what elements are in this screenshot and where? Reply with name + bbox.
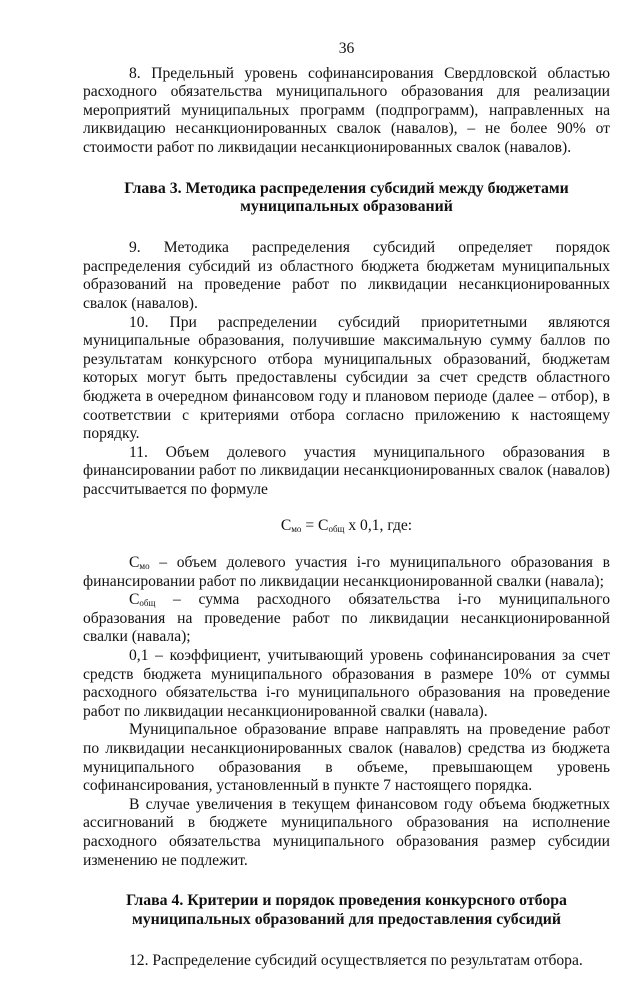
formula-sub-obsh: общ bbox=[328, 524, 345, 535]
formula-rest: х 0,1, где: bbox=[344, 517, 413, 535]
paragraph-case: В случае увеличения в текущем финансовом году объема бюджетных ассигнований в бюджете муниципального образования на исполнение расходного обязательства муниципального образования размер субсидии изменению не подлежит. bbox=[83, 795, 610, 869]
definition-cobsh bbox=[83, 591, 610, 647]
def-sub: общ bbox=[139, 598, 156, 609]
def-c: С bbox=[129, 554, 140, 572]
chapter-4-heading bbox=[83, 892, 610, 930]
chapter-3-heading-line1: Глава 3. Методика распределения субсидий между бюджетами bbox=[124, 179, 569, 197]
paragraph-11: 11. Объем долевого участия муниципального образования в финансировании работ по ликвидации несанкционированных свалок (навалов) рассчитывается по формуле bbox=[83, 443, 610, 498]
formula-eq: = С bbox=[301, 517, 329, 535]
definition-coefficient: 0,1 – коэффициент, учитывающий уровень софинансирования за счет средств бюджета муниципального образования в размере 10% от суммы расходного обязательства i-го муниципального образования на проведение работ по ликвидации несанкционированной свалки (навала). bbox=[83, 647, 610, 720]
chapter-3-heading-line2: муниципальных образований bbox=[240, 198, 453, 216]
paragraph-8: 8. Предельный уровень софинансирования Свердловской областью расходного обязательства муниципального образования для реализации мероприятий муниципальных программ (подпрограмм), направленных на ликвидацию несанкционированных свалок (навалов), – не более 90% от стоимости работ по ликвидации несанкционированных свалок (навалов). bbox=[83, 64, 610, 156]
def-sub: мо bbox=[139, 561, 150, 572]
definition-cmo bbox=[83, 554, 610, 591]
def-text: – сумма расходного обязательства i-го муниципального образования на проведение работ по ликвидации несанкционированной свалки (навала); bbox=[83, 591, 610, 646]
def-text: – объем долевого участия i-го муниципального образования в финансировании работ по ликвидации несанкционированной свалки (навала); bbox=[83, 554, 610, 590]
chapter-3-heading bbox=[83, 180, 610, 218]
formula-c: С bbox=[280, 517, 292, 535]
paragraph-10: 10. При распределении субсидий приоритетными являются муниципальные образования, получившие максимальную сумму баллов по результатам конкурсного отбора муниципальных образований, бюджетам которых могут быть предоставлены субсидии за счет средств областного бюджета в очередном финансовом году и плановом периоде (далее – отбор), в соответствии с критериями отбора согласно приложению к настоящему порядку. bbox=[83, 313, 610, 443]
chapter-4-heading-line2: муниципальных образований для предоставления субсидий bbox=[131, 910, 561, 928]
formula bbox=[83, 517, 610, 536]
page-number: 36 bbox=[338, 40, 355, 57]
chapter-4-heading-line1: Глава 4. Критерии и порядок проведения конкурсного отбора bbox=[126, 892, 567, 910]
paragraph-9: 9. Методика распределения субсидий определяет порядок распределения субсидий из областного бюджета бюджетам муниципальных образований на проведение работ по ликвидации несанкционированных свалок (навалов). bbox=[83, 239, 610, 312]
paragraph-municipal: Муниципальное образование вправе направлять на проведение работ по ликвидации несанкционированных свалок (навалов) средства из бюджета муниципального образования в объеме, превышающем уровень софинансирования, установленный в пункте 7 настоящего порядка. bbox=[83, 721, 610, 795]
paragraph-12: 12. Распределение субсидий осуществляется по результатам отбора. bbox=[129, 951, 583, 969]
formula-sub-mo: мо bbox=[291, 524, 302, 535]
def-c: С bbox=[129, 591, 140, 609]
